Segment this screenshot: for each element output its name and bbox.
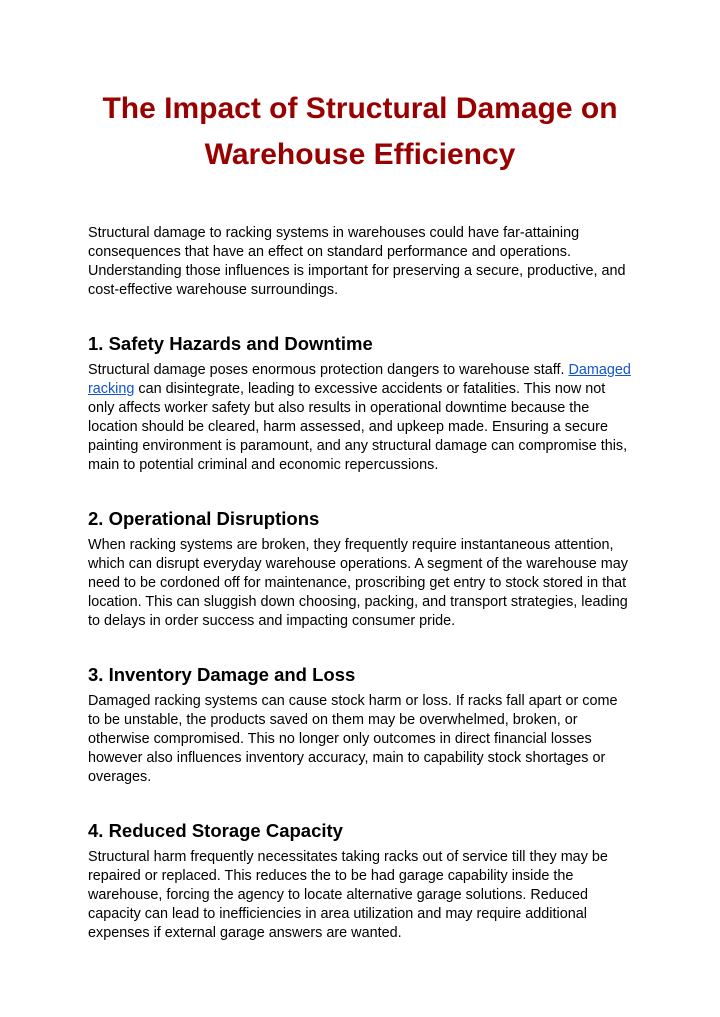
section-safety-hazards <box>88 332 632 475</box>
section-paragraph: Damaged racking systems can cause stock harm or loss. If racks fall apart or come to be unstable, the products saved on them may be overwhelmed, broken, or otherwise compromised. This no longer only outcomes in direct financial losses however also influences inventory accuracy, main to capability stock shortages or overages. <box>88 693 618 785</box>
section-paragraph: When racking systems are broken, they frequently require instantaneous attention, which can disrupt everyday warehouse operations. A segment of the warehouse may need to be cordoned off for maintenance, proscribing get entry to stock stored in that location. This can sluggish down choosing, packing, and transport strategies, leading to delays in order success and impacting consumer pride. <box>88 537 628 629</box>
section-heading: 3. Inventory Damage and Loss <box>88 664 356 685</box>
section-inventory-damage <box>88 663 632 787</box>
section-reduced-storage <box>88 819 632 943</box>
section-paragraph: Structural harm frequently necessitates taking racks out of service till they may be repaired or replaced. This reduces the to be had garage capability inside the warehouse, forcing the agency to locate alternative garage solutions. Reduced capacity can lead to inefficiencies in area utilization and may require additional expenses if external garage answers are wanted. <box>88 849 608 941</box>
section-heading: 4. Reduced Storage Capacity <box>88 820 343 841</box>
section-paragraph <box>88 361 632 475</box>
paragraph-text: Structural damage poses enormous protection dangers to warehouse staff. <box>88 362 569 378</box>
intro-paragraph: Structural damage to racking systems in warehouses could have far-attaining consequences that have an effect on standard performance and operations. Understanding those influences is important for preserving a secure, productive, and cost-effective warehouse surroundings. <box>88 225 626 298</box>
damaged-racking-link[interactable]: Damaged racking <box>88 362 631 397</box>
section-operational-disruptions <box>88 507 632 631</box>
section-heading: 1. Safety Hazards and Downtime <box>88 333 373 354</box>
section-heading: 2. Operational Disruptions <box>88 508 320 529</box>
document-title: The Impact of Structural Damage on Warehouse Efficiency <box>102 92 618 171</box>
paragraph-text: can disintegrate, leading to excessive accidents or fatalities. This now not only affects worker safety but also results in operational downtime because the location should be cleared, harm assessed, and upkeep made. Ensuring a secure painting environment is paramount, and any structural damage can compromise this, main to potential criminal and economic repercussions. <box>88 381 628 473</box>
